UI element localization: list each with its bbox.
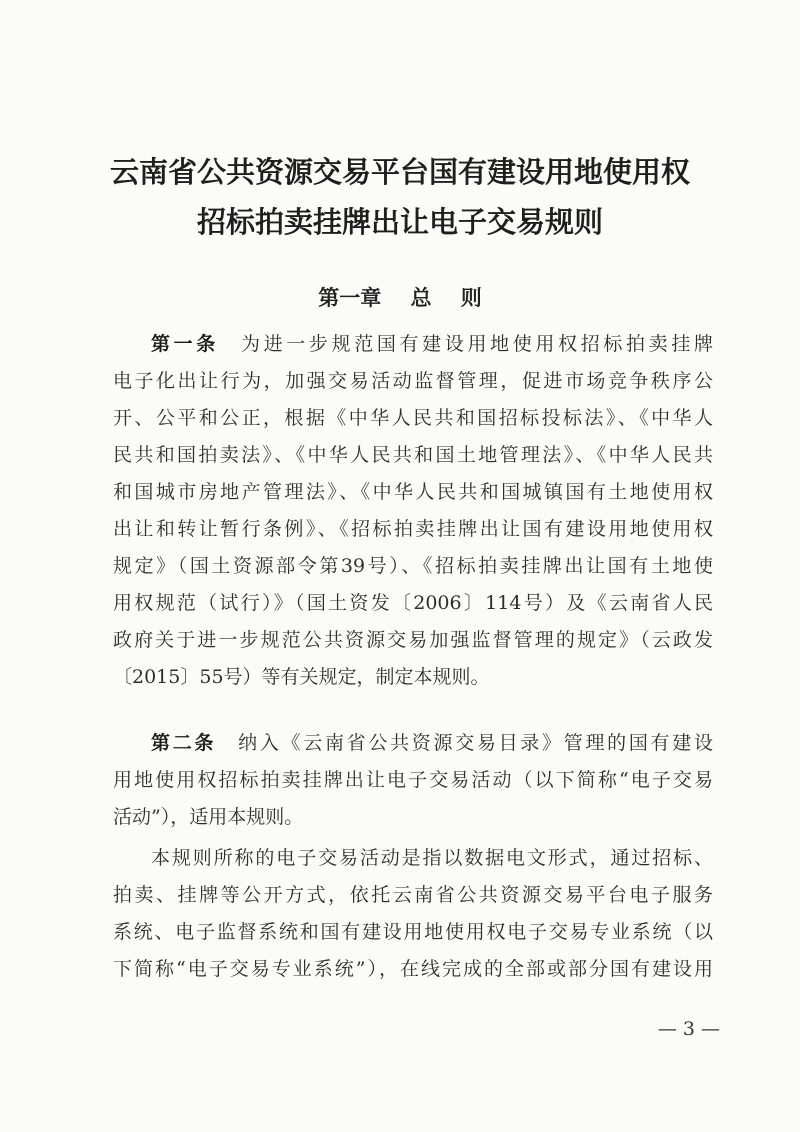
paragraph-line: 系统、电子监督系统和国有建设用地使用权电子交易专业系统（以: [113, 921, 713, 943]
paragraph-line: 和国城市房地产管理法》、《中华人民共和国城镇国有土地使用权: [113, 481, 713, 503]
paragraph-line: 下简称“电子交易专业系统”），在线完成的全部或部分国有建设用: [113, 958, 713, 980]
paragraph-line: 拍卖、挂牌等公开方式，依托云南省公共资源交易平台电子服务: [113, 884, 713, 906]
page-number: — 3 —: [657, 1018, 720, 1040]
article-heading: 第二条: [151, 732, 217, 754]
chapter-heading: 第一章 总 则: [318, 286, 482, 310]
paragraph-line: 用权规范（试行）》（国土资发〔2006〕114号）及《云南省人民: [113, 592, 713, 614]
article-heading: 第一条: [151, 333, 219, 355]
paragraph-line: 〔2015〕55号）等有关规定，制定本规则。: [113, 666, 490, 688]
paragraph-line: 规定》（国土资源部令第39号）、《招标拍卖挂牌出让国有土地使: [113, 555, 713, 577]
paragraph-line: 电子化出让行为，加强交易活动监督管理，促进市场竞争秩序公: [113, 370, 713, 392]
document-title-line-2: 招标拍卖挂牌出让电子交易规则: [196, 205, 603, 239]
paragraph-line: 出让和转让暂行条例》、《招标拍卖挂牌出让国有建设用地使用权: [113, 518, 713, 540]
paragraph-line: [151, 332, 713, 356]
paragraph-line: [151, 731, 713, 755]
document-title-line-1: 云南省公共资源交易平台国有建设用地使用权: [109, 155, 690, 189]
paragraph-text: 纳入《云南省公共资源交易目录》管理的国有建设: [238, 732, 713, 754]
paragraph-line: 民共和国拍卖法》、《中华人民共和国土地管理法》、《中华人民共: [113, 444, 713, 466]
paragraph-line: 开、公平和公正，根据《中华人民共和国招标投标法》、《中华人: [113, 407, 713, 429]
paragraph-line: 本规则所称的电子交易活动是指以数据电文形式，通过招标、: [151, 847, 713, 869]
paragraph-line: 政府关于进一步规范公共资源交易加强监督管理的规定》（云政发: [113, 629, 713, 651]
paragraph-line: 用地使用权招标拍卖挂牌出让电子交易活动（以下简称“电子交易: [113, 769, 713, 791]
paragraph-text: 为进一步规范国有建设用地使用权招标拍卖挂牌: [240, 333, 713, 355]
paragraph-line: 活动”），适用本规则。: [113, 806, 304, 828]
